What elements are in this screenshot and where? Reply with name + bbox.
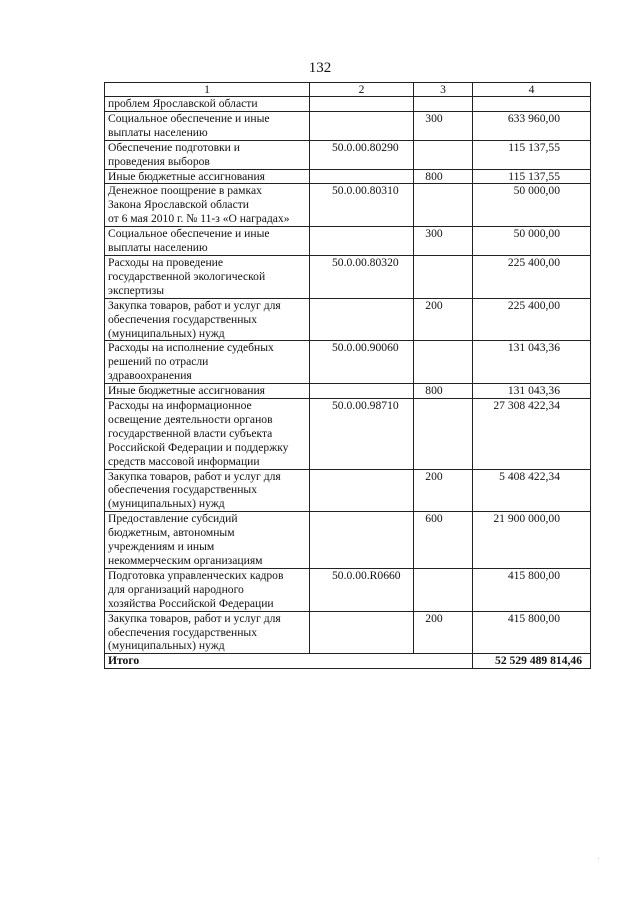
header-col-3: 3 <box>414 83 473 97</box>
header-col-1: 1 <box>105 83 310 97</box>
budget-table <box>104 82 591 669</box>
row-name-cell: Предоставление субсидий бюджетным, автономным учреждениям и иным некоммерческим организациям <box>105 512 310 569</box>
row-sum-cell: 27 308 422,34 <box>473 399 591 470</box>
row-sum-cell: 415 800,00 <box>473 568 591 611</box>
row-name-cell: проблем Ярославской области <box>105 97 310 112</box>
row-type-cell <box>414 140 473 169</box>
row-sum-cell: 115 137,55 <box>473 169 591 184</box>
table-row <box>105 341 591 384</box>
total-row <box>105 654 591 669</box>
row-type-cell <box>414 399 473 470</box>
row-code-cell: 50.0.00.90060 <box>310 341 414 384</box>
row-sum-cell: 115 137,55 <box>473 140 591 169</box>
table-row <box>105 399 591 470</box>
header-row <box>105 83 591 97</box>
row-sum-cell: 21 900 000,00 <box>473 512 591 569</box>
row-code-cell: 50.0.00.80310 <box>310 184 414 227</box>
row-type-cell <box>414 255 473 298</box>
row-sum-cell: 50 000,00 <box>473 227 591 256</box>
total-sum: 52 529 489 814,46 <box>473 654 591 669</box>
row-name-cell: Закупка товаров, работ и услуг для обеспечения государственных (муниципальных) нужд <box>105 611 310 654</box>
header-col-4: 4 <box>473 83 591 97</box>
row-sum-cell <box>473 97 591 112</box>
row-code-cell <box>310 611 414 654</box>
row-code-cell <box>310 227 414 256</box>
table-row <box>105 97 591 112</box>
row-name-cell: Денежное поощрение в рамках Закона Ярославской области от 6 мая 2010 г. № 11-з «О наградах» <box>105 184 310 227</box>
table-row <box>105 140 591 169</box>
row-type-cell: 300 <box>414 111 473 140</box>
table-row <box>105 184 591 227</box>
row-type-cell: 200 <box>414 611 473 654</box>
row-code-cell: 50.0.00.80290 <box>310 140 414 169</box>
row-name-cell: Социальное обеспечение и иные выплаты населению <box>105 111 310 140</box>
row-name-cell: Расходы на проведение государственной экологической экспертизы <box>105 255 310 298</box>
row-name-cell: Расходы на исполнение судебных решений по отрасли здравоохранения <box>105 341 310 384</box>
table-row <box>105 512 591 569</box>
row-name-cell: Подготовка управленческих кадров для организаций народного хозяйства Российской Федерации <box>105 568 310 611</box>
row-sum-cell: 5 408 422,34 <box>473 469 591 512</box>
row-code-cell <box>310 111 414 140</box>
row-code-cell <box>310 384 414 399</box>
table-row <box>105 111 591 140</box>
row-name-cell: Закупка товаров, работ и услуг для обеспечения государственных (муниципальных) нужд <box>105 469 310 512</box>
table-row <box>105 298 591 341</box>
row-code-cell <box>310 169 414 184</box>
row-code-cell <box>310 512 414 569</box>
header-col-2: 2 <box>310 83 414 97</box>
row-sum-cell: 225 400,00 <box>473 255 591 298</box>
row-sum-cell: 415 800,00 <box>473 611 591 654</box>
row-type-cell <box>414 341 473 384</box>
table-row <box>105 568 591 611</box>
table-row <box>105 384 591 399</box>
table-row <box>105 469 591 512</box>
row-name-cell: Иные бюджетные ассигнования <box>105 169 310 184</box>
row-type-cell: 800 <box>414 169 473 184</box>
row-type-cell: 200 <box>414 469 473 512</box>
row-name-cell: Обеспечение подготовки и проведения выборов <box>105 140 310 169</box>
row-name-cell: Социальное обеспечение и иные выплаты населению <box>105 227 310 256</box>
row-type-cell: 200 <box>414 298 473 341</box>
row-sum-cell: 131 043,36 <box>473 384 591 399</box>
table-row <box>105 169 591 184</box>
table-row <box>105 255 591 298</box>
row-type-cell: 600 <box>414 512 473 569</box>
table-row <box>105 611 591 654</box>
row-code-cell <box>310 469 414 512</box>
row-code-cell: 50.0.00.R0660 <box>310 568 414 611</box>
row-name-cell: Иные бюджетные ассигнования <box>105 384 310 399</box>
table-body <box>105 97 591 669</box>
row-code-cell <box>310 298 414 341</box>
row-sum-cell: 225 400,00 <box>473 298 591 341</box>
row-code-cell: 50.0.00.80320 <box>310 255 414 298</box>
row-type-cell: 300 <box>414 227 473 256</box>
table-row <box>105 227 591 256</box>
row-code-cell: 50.0.00.98710 <box>310 399 414 470</box>
row-type-cell <box>414 97 473 112</box>
row-sum-cell: 633 960,00 <box>473 111 591 140</box>
row-type-cell <box>414 568 473 611</box>
row-code-cell <box>310 97 414 112</box>
row-sum-cell: 131 043,36 <box>473 341 591 384</box>
row-type-cell <box>414 184 473 227</box>
row-name-cell: Расходы на информационное освещение деятельности органов государственной власти субъекта Российской Федерации и поддержку средств массовой информации <box>105 399 310 470</box>
page-number: 132 <box>308 60 332 76</box>
row-type-cell: 800 <box>414 384 473 399</box>
scan-speck <box>598 858 599 859</box>
row-name-cell: Закупка товаров, работ и услуг для обеспечения государственных (муниципальных) нужд <box>105 298 310 341</box>
row-sum-cell: 50 000,00 <box>473 184 591 227</box>
total-label: Итого <box>105 654 473 669</box>
